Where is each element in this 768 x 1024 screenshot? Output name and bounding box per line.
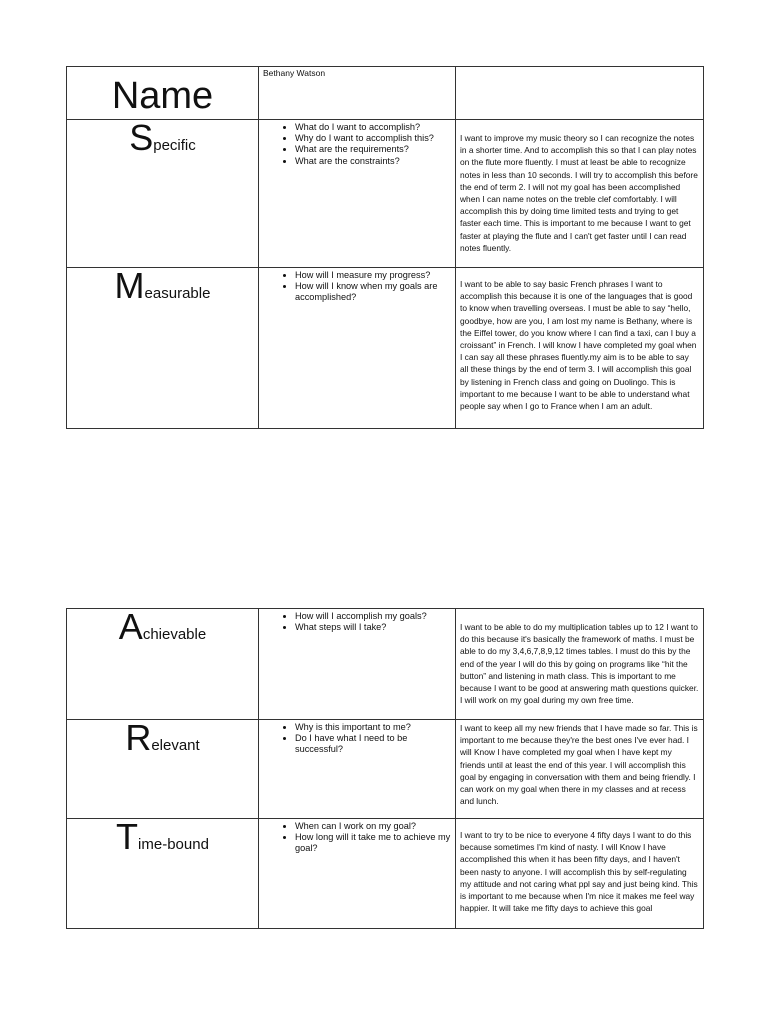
question-item: • Do I have what I need to be successful? (295, 733, 455, 755)
question-list (259, 611, 455, 633)
question-list (259, 821, 455, 855)
questions-cell (259, 609, 456, 720)
letter-cell (67, 816, 259, 929)
answer-text: I want to be able to say basic French phrases I want to accomplish this because it is one of the languages that is good to know when travelling overseas. I must be able to say “hello, goodbye, how are you, I am lost my name is Bethany, where is the Eiffel tower, do you know where I can find a taxi, can I buy a croissant” in French. I will know I have completed my goal when I can say all these phrases fluently.my aim is to be able to say all these things by the end of term 3. I will accomplish this goal by listening in French class and going on Duolingo. This is important to me because I want to be able to understand what people say when I go to France when I am an adult. (460, 279, 697, 412)
measurable-row (67, 268, 704, 429)
letter-cell (67, 265, 259, 429)
questions-cell (259, 720, 456, 819)
answer-text: I want to be able to do my multiplication tables up to 12 I want to do this because it's basically the framework of maths. I must be able to do my 3,4,6,7,8,9,12 times tables. I must do this by the end of the year I will do this by going on programs like “hit the button” and listening in math class. This is important to me because I want to be good at answering math questions quicker. I will work on my goal during my own free time. (460, 622, 699, 706)
question-item: • How will I know when my goals are accomplished? (295, 281, 455, 303)
letter-cell (67, 606, 259, 720)
smart-table-bottom (66, 608, 704, 929)
time-bound-row (67, 819, 704, 929)
question-item: • What do I want to accomplish? (295, 122, 455, 133)
answer-text: I want to try to be nice to everyone 4 fifty days I want to do this because sometimes I'm kind of nasty. I will Know I have accomplished this when it has been fifty days, and I haven't been nasty to anyone. I will accomplish this by self-regulating my attitude and not caring what ppl say and just being kind. This is important to me because when I'm nice it makes me feel way happier. It will take me fifty days to achieve this goal (460, 830, 698, 914)
answer-cell (456, 720, 704, 819)
question-list (259, 122, 455, 167)
question-item: • When can I work on my goal? (295, 821, 455, 832)
letter-cell (67, 717, 259, 819)
question-item: • How will I measure my progress? (295, 270, 455, 281)
relevant-row (67, 720, 704, 819)
owner-cell (259, 67, 456, 120)
question-item: • Why do I want to accomplish this? (295, 133, 455, 144)
big-letter: S (129, 117, 154, 158)
answer-text: I want to keep all my new friends that I have made so far. This is important to me because they're the best ones I've ever had. I will Know I have completed my goal when I have kept my friends until at least the end of this year. I will accomplish this goal by engaging in conversation with them and being friendly. I can work on my goal when there in my classes and at recess and lunch. (460, 723, 698, 807)
name-label-cell (67, 67, 259, 120)
answer-cell (456, 120, 704, 268)
question-item: • What are the constraints? (295, 156, 455, 167)
owner-name: Bethany Watson (263, 68, 326, 78)
answer-cell (456, 268, 704, 429)
question-item: • What steps will I take? (295, 622, 455, 633)
word-rest: elevant (151, 737, 200, 754)
word-rest: chievable (142, 626, 207, 643)
question-item: • Why is this important to me? (295, 722, 455, 733)
name-label: Name (111, 75, 214, 117)
big-letter: A (118, 606, 143, 647)
question-list (259, 722, 455, 756)
name-row (67, 67, 704, 120)
achievable-row (67, 609, 704, 720)
word-rest: ime-bound (138, 836, 209, 853)
questions-cell (259, 819, 456, 929)
question-list (259, 270, 455, 304)
answer-text: I want to improve my music theory so I can recognize the notes in a shorter time. And to accomplish this so that I can play notes on the flute more fluently. I must at least be able to recognize notes in less than 10 seconds. I will try to accomplish this before the end of term 2. I will not my goal has been accomplished when I can name notes on the treble clef comfortably. I will accomplish this by doing time limited tests and trying to get faster each time. This is important to me because I want to get faster at playing the flute and I can't get faster until I can read notes fluently. (460, 133, 698, 253)
big-letter: M (114, 265, 145, 306)
empty-cell (456, 67, 704, 120)
questions-cell (259, 120, 456, 268)
question-item: • What are the requirements? (295, 144, 455, 155)
question-item: • How long will it take me to achieve my goal? (295, 832, 455, 854)
letter-cell (67, 117, 259, 268)
big-letter: T (116, 816, 139, 857)
answer-cell (456, 609, 704, 720)
answer-cell (456, 819, 704, 929)
word-rest: pecific (153, 137, 196, 154)
big-letter: R (125, 717, 152, 758)
question-item: • How will I accomplish my goals? (295, 611, 455, 622)
smart-table-top (66, 66, 704, 429)
word-rest: easurable (144, 285, 211, 302)
specific-row (67, 120, 704, 268)
questions-cell (259, 268, 456, 429)
